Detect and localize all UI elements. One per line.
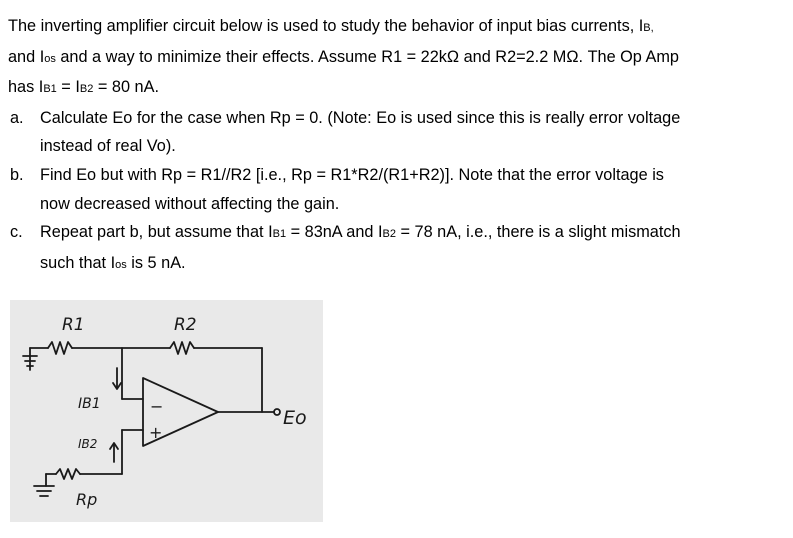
problem-text	[8, 12, 783, 279]
label-plus: +	[149, 423, 163, 442]
part-c-text: Repeat part b, but assume that I	[40, 223, 273, 242]
part-b-line-1: Find Eo but with Rp = R1//R2 [i.e., Rp = R1*R2/(R1+R2)]. Note that the error voltage is	[40, 165, 664, 184]
subscript: B1	[43, 83, 57, 96]
subscript: B1	[272, 228, 287, 241]
part-a-line-1: Calculate Eo for the case when Rp = 0. (Note: Eo is used since this is really error voltage	[40, 108, 681, 127]
list-marker: b.	[10, 165, 24, 184]
circuit-labels	[10, 300, 323, 522]
label-r1: R1	[62, 315, 85, 335]
intro-text: = 80 nA.	[93, 78, 159, 97]
intro-line-1	[8, 12, 783, 43]
subscript: os	[44, 52, 56, 65]
part-c-text: = 83nA and I	[286, 223, 383, 242]
part-c-text: such that I	[40, 253, 116, 272]
intro-text: The inverting amplifier circuit below is used to study the behavior of input bias currents, I	[8, 17, 644, 35]
list-marker: a.	[10, 108, 24, 127]
intro-text: and a way to minimize their effects. Assume R1 = 22kΩ and R2=2.2 MΩ. The Op Amp	[55, 47, 679, 66]
part-c-line-2	[40, 249, 783, 280]
list-marker: c.	[10, 223, 23, 242]
subscript: B,	[643, 22, 654, 34]
part-b	[8, 161, 783, 218]
label-eo: Eo	[283, 407, 307, 429]
part-c-text: = 78 nA, i.e., there is a slight mismatch	[395, 223, 681, 242]
part-c-line-1	[40, 218, 783, 249]
label-ib1: IB1	[78, 396, 101, 412]
intro-text: and I	[8, 47, 45, 66]
intro-line-2	[8, 43, 783, 74]
label-minus: −	[150, 397, 164, 416]
intro-text: has I	[8, 78, 44, 97]
label-rp: Rp	[76, 490, 98, 509]
subscript: B2	[382, 228, 396, 241]
part-c	[8, 218, 783, 279]
part-a	[8, 104, 783, 161]
part-c-text: is 5 nA.	[126, 253, 186, 272]
label-r2: R2	[174, 315, 197, 335]
subscript: B2	[79, 83, 94, 96]
intro-text: = I	[56, 78, 80, 97]
label-ib2: IB2	[78, 437, 98, 451]
intro-line-3	[8, 73, 783, 104]
circuit-diagram	[10, 300, 323, 522]
part-b-line-2: now decreased without affecting the gain.	[40, 194, 340, 213]
subscript: os	[115, 258, 127, 271]
part-a-line-2: instead of real Vo).	[40, 137, 176, 156]
